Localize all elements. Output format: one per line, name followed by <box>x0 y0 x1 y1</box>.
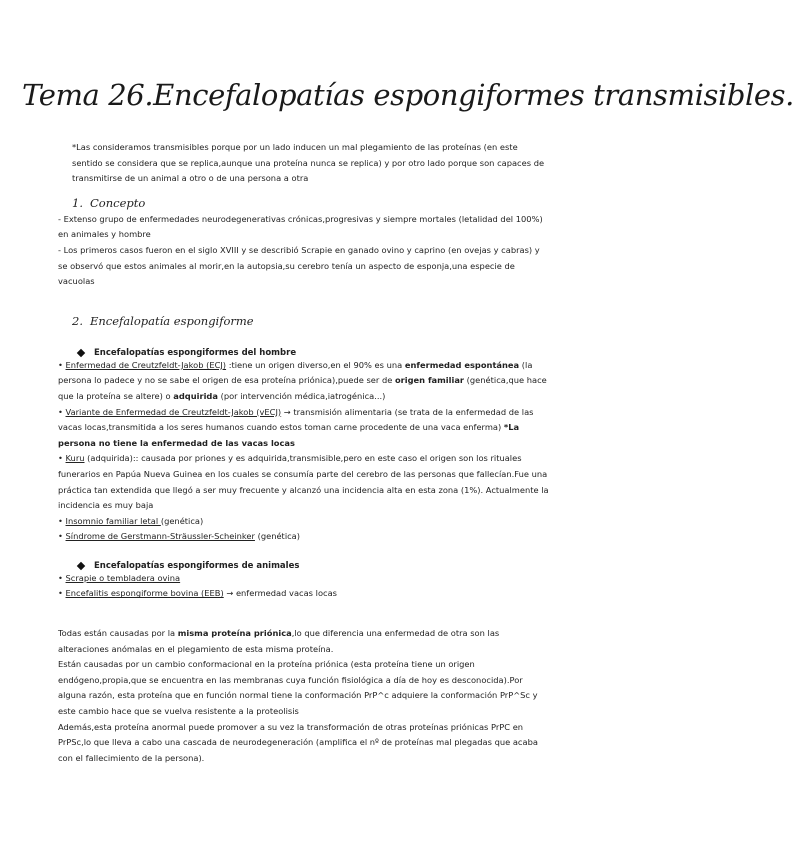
concept-block <box>58 212 550 290</box>
cjd-text-2: (la persona lo padece y no se sabe el origen de esa proteína priónica),puede ser de <box>58 359 533 386</box>
scrapie-item: • Scrapie o tembladera ovina <box>58 572 181 583</box>
section-1-number: 1. <box>72 195 83 210</box>
section-1-title: Concepto <box>90 195 146 210</box>
cjd-bold-2: origen familiar <box>394 375 465 386</box>
cjd-name: Enfermedad de Creutzfeldt-Jakob (ECJ) <box>65 359 227 370</box>
kuru-name: Kuru <box>65 453 85 464</box>
closing-paragraph-1 <box>58 626 550 657</box>
vcjd-text-1: → transmisión alimentaria (se trata de la enfermedad de las vacas locas,transmitida a los seres humanos cuando estos toman carne procedente de una vaca enferma) <box>58 406 534 433</box>
gss-name: Síndrome de Gerstmann-Sträussler-Scheinker <box>65 531 255 542</box>
closing-paragraph-3: Además,esta proteína anormal puede promover a su vez la transformación de otras proteínas priónicas PrPC en PrPSc,lo que lleva a cabo una cascada de neurodegeneración (amplifica el nº de proteínas mal plegadas que acaba con el fallecimiento de la persona). <box>58 721 538 763</box>
document-body <box>58 140 550 766</box>
document-title: Tema 26.Encefalopatías espongiformes transmisibles. <box>22 78 794 112</box>
eeb-item: • Encefalitis espongiforme bovina (EEB) → enfermedad vacas locas <box>58 588 337 599</box>
eeb-name: Encefalitis espongiforme bovina (EEB) <box>65 588 224 599</box>
intro-paragraph: *Las consideramos transmisibles porque por un lado inducen un mal plegamiento de las proteínas (en este sentido se considera que se replica,aunque una proteína nunca se replica) y por otro lado porque son capaces de transmitirse de un animal a otro o de una persona a otra <box>72 142 545 184</box>
section-1-heading <box>72 196 550 210</box>
kuru-text-1: (adquirida):: causada por priones y es adquirida,transmisible,pero en este caso el origen son los rituales funerarios en Papúa Nueva Guinea en los cuales se consumía parte del cerebro de las personas que fallecían.Fue una práctica tan extendida que llegó a ser muy frecuente y alcanzó una incidencia alta en esta zona (1%). Actualmente la incidencia es muy baja <box>58 453 549 511</box>
cjd-bold-3: adquirida <box>173 390 218 401</box>
closing-text-2: ,lo que diferencia una enfermedad de otra son las alteraciones anómalas en el plegamiento de esta misma proteína. <box>58 628 500 654</box>
cjd-item: • Enfermedad de Creutzfeldt-Jakob (ECJ) :tiene un origen diverso,en el 90% es una enfermedad espontánea (la persona lo padece y no se sabe el origen de esa proteína priónica),puede ser de origen familiar (genética,que hace que la proteína se altere) o adquirida (por intervención médica,iatrogénica...) <box>58 359 547 401</box>
cjd-text-4: (por intervención médica,iatrogénica...) <box>217 390 386 401</box>
section-2-body <box>58 348 550 767</box>
iff-item: • Insomnio familiar letal (genética) <box>58 515 204 526</box>
human-subheading-text: Encefalopatías espongiformes del hombre <box>94 347 297 358</box>
iff-name: Insomnio familiar letal <box>65 515 161 526</box>
vcjd-name: Variante de Enfermedad de Creutzfeldt-Jakob (vECJ) <box>65 406 282 417</box>
cjd-text-1: :tiene un origen diverso,en el 90% es una <box>226 359 405 370</box>
cjd-bold-1: enfermedad espontánea <box>404 359 520 370</box>
closing-paragraph-2: Están causadas por un cambio conformacional en la proteína priónica (esta proteína tiene un origen endógeno,propia,que se encuentra en las membranas cuya función fisiológica a día de hoy es desconocida).Por alguna razón, esta proteína que en función normal tiene la conformación PrP^c adquiere la conformación PrP^Sc y este cambio hace que se vuelva resistente a la proteolisis <box>58 659 538 717</box>
concept-paragraph-1: - Extenso grupo de enfermedades neurodegenerativas crónicas,progresivas y siempre mortales (letalidad del 100%) en animales y hombre <box>58 213 543 240</box>
section-2-title: Encefalopatía espongiforme <box>90 313 254 328</box>
section-2-number: 2. <box>72 313 83 328</box>
closing-bold-1: misma proteína priónica <box>177 628 292 639</box>
vcjd-bold-1: *La persona no tiene la enfermedad de las vacas locas <box>58 422 520 448</box>
concept-paragraph-2: - Los primeros casos fueron en el siglo XVIII y se describió Scrapie en ganado ovino y caprino (en ovejas y cabras) y se observó que estos animales al morir,en la autopsia,su cerebro tenía un aspecto de esponja,una especie de vacuolas <box>58 244 540 287</box>
gss-text-1: (genética) <box>254 531 301 542</box>
diamond-bullet-icon <box>77 349 85 357</box>
gss-item: • Síndrome de Gerstmann-Sträussler-Scheinker (genética) <box>58 531 301 542</box>
diamond-bullet-icon <box>77 562 85 570</box>
scrapie-name: Scrapie o tembladera ovina <box>65 572 181 583</box>
animal-subheading-text: Encefalopatías espongiformes de animales <box>94 560 300 571</box>
eeb-text-1: → enfermedad vacas locas <box>223 588 337 599</box>
iff-text-1: (genética) <box>160 515 204 526</box>
cjd-text-3: (genética,que hace que la proteína se altere) o <box>58 375 547 401</box>
animal-subheading <box>58 561 550 571</box>
human-subheading <box>58 348 550 358</box>
kuru-item: • Kuru (adquirida):: causada por priones y es adquirida,transmisible,pero en este caso el origen son los rituales funerarios en Papúa Nueva Guinea en los cuales se consumía parte del cerebro de las personas que fallecían.Fue una práctica tan extendida que llegó a ser muy frecuente y alcanzó una incidencia alta en esta zona (1%). Actualmente la incidencia es muy baja <box>58 453 549 511</box>
closing-text-1: Todas están causadas por la <box>58 628 178 639</box>
section-2-heading <box>72 314 550 328</box>
vcjd-item: • Variante de Enfermedad de Creutzfeldt-Jakob (vECJ) → transmisión alimentaria (se trata de la enfermedad de las vacas locas,transmitida a los seres humanos cuando estos toman carne procedente de una vaca enferma) *La persona no tiene la enfermedad de las vacas locas <box>58 406 534 448</box>
